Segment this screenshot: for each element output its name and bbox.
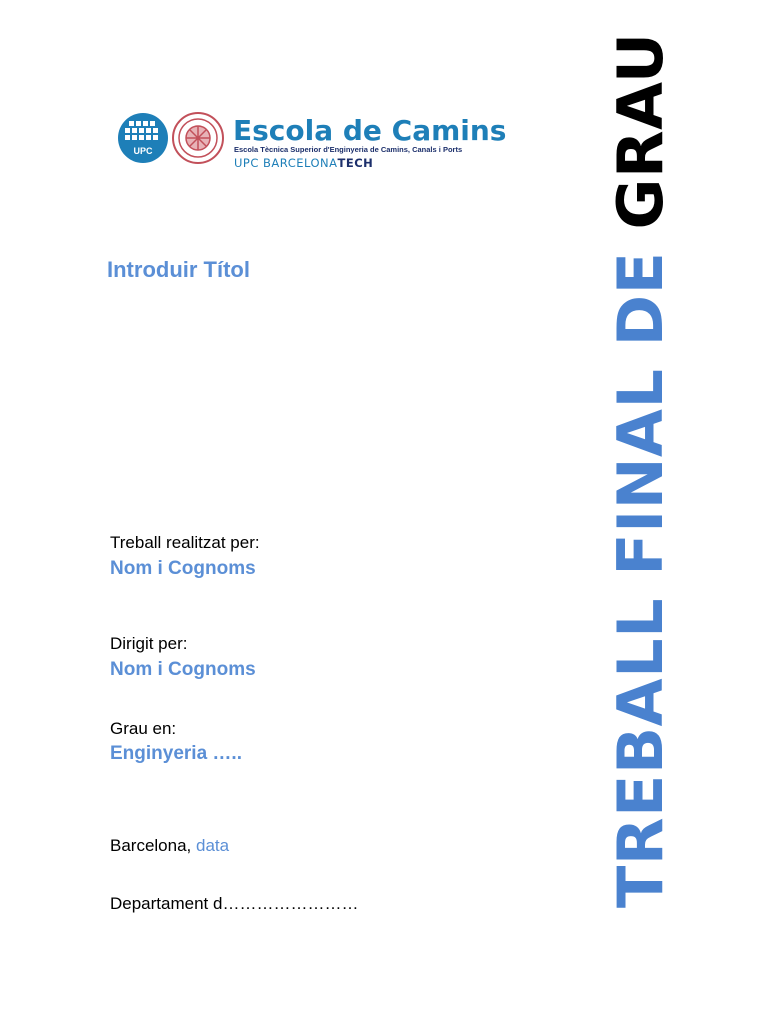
svg-text:Escola de Camins: Escola de Camins: [233, 114, 507, 147]
date-text: data: [196, 836, 230, 855]
director-label: Dirigit per:: [110, 634, 188, 653]
degree-label: Grau en:: [110, 719, 177, 738]
author-label: Treball realitzat per:: [110, 533, 260, 552]
school-logo: [116, 112, 536, 174]
school-seal-icon: [173, 113, 223, 163]
svg-text:Escola Tècnica Superior d'Engi: Escola Tècnica Superior d'Enginyeria de Camins, Canals i Ports: [234, 145, 463, 154]
degree-value: Enginyeria …..: [110, 743, 242, 764]
svg-text:UPC BARCELONATECH: UPC BARCELONATECH: [234, 156, 374, 170]
upc-badge-icon: [118, 113, 168, 163]
director-value: Nom i Cognoms: [110, 659, 256, 680]
spine-title-blue: TREBALL FINAL DE: [604, 229, 677, 908]
spine-title: [604, 32, 677, 908]
author-value: Nom i Cognoms: [110, 558, 256, 579]
place-date: [110, 836, 229, 856]
document-title: Introduir Títol: [107, 257, 250, 282]
place-text: Barcelona,: [110, 836, 192, 855]
svg-text:UPC: UPC: [133, 146, 153, 156]
department-text: Departament d……………………: [110, 894, 359, 913]
spine-title-black: GRAU: [604, 32, 677, 230]
